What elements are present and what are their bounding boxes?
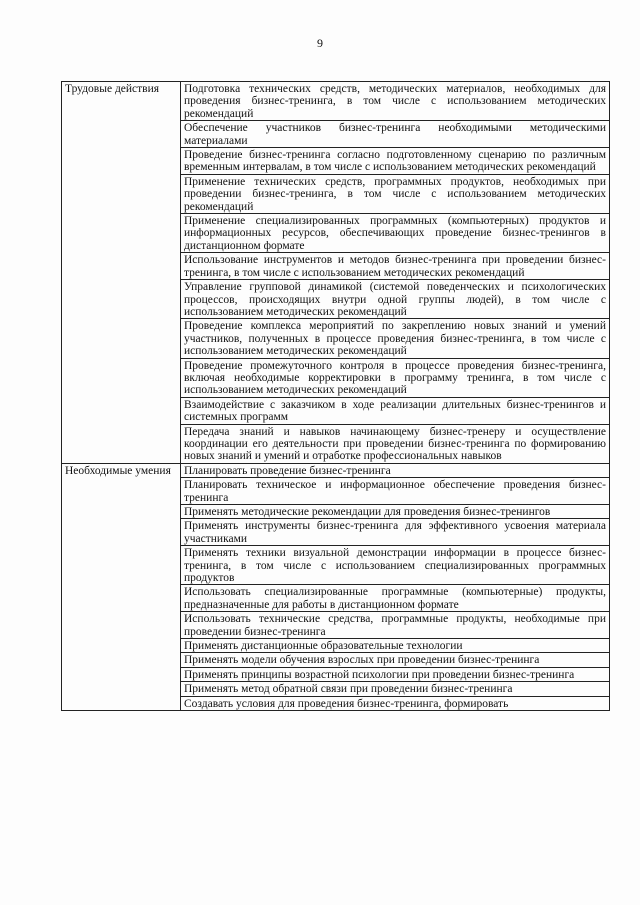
table-cell-item: Применять принципы возрастной психологии при проведении бизнес-тренинга xyxy=(181,667,610,681)
competency-table xyxy=(61,81,610,711)
table-cell-item: Применять техники визуальной демонстрации информации в процессе бизнес-тренинга, в том числе с использованием специализированных программных продуктов xyxy=(181,546,610,585)
table-cell-item: Применять метод обратной связи при проведении бизнес-тренинга xyxy=(181,682,610,696)
table-cell-item: Проведение комплекса мероприятий по закреплению новых знаний и умений участников, полученных в процессе проведения бизнес-тренинга, в том числе с использованием методических рекомендаций xyxy=(181,319,610,358)
table-cell-item: Применять методические рекомендации для проведения бизнес-тренингов xyxy=(181,505,610,519)
table-row xyxy=(62,82,610,121)
table-cell-item: Передача знаний и навыков начинающему бизнес-тренеру и осуществление координации его деятельности при проведении бизнес-тренинга по формированию новых знаний и умений и отработке профессиональных навыков xyxy=(181,424,610,463)
table-cell-item: Обеспечение участников бизнес-тренинга необходимыми методическими материалами xyxy=(181,121,610,148)
table-cell-item: Использовать технические средства, программные продукты, необходимые при проведении бизнес-тренинга xyxy=(181,612,610,639)
table-cell-item: Применять инструменты бизнес-тренинга для эффективного усвоения материала участниками xyxy=(181,519,610,546)
table-cell-item: Проведение промежуточного контроля в процессе проведения бизнес-тренинга, включая необходимые корректировки в программу тренинга, в том числе с использованием методических рекомендаций xyxy=(181,358,610,397)
table-cell-item: Использование инструментов и методов бизнес-тренинга при проведении бизнес-тренинга, в том числе с использованием методических рекомендаций xyxy=(181,253,610,280)
table-cell-item: Подготовка технических средств, методических материалов, необходимых для проведения бизнес-тренинга, в том числе с использованием методических рекомендаций xyxy=(181,82,610,121)
table-cell-item: Применять дистанционные образовательные технологии xyxy=(181,639,610,653)
table-cell-item: Планировать техническое и информационное обеспечение проведения бизнес-тренинга xyxy=(181,478,610,505)
section-label: Трудовые действия xyxy=(62,82,181,464)
table-cell-item: Применение специализированных программных (компьютерных) продуктов и информационных ресурсов, обеспечивающих проведение бизнес-тренингов в дистанционном формате xyxy=(181,214,610,253)
table-cell-item: Использовать специализированные программные (компьютерные) продукты, предназначенные для работы в дистанционном формате xyxy=(181,585,610,612)
table-cell-item: Управление групповой динамикой (системой поведенческих и психологических процессов, происходящих внутри одной группы людей), в том числе с использованием методических рекомендаций xyxy=(181,280,610,319)
table-cell-item: Планировать проведение бизнес-тренинга xyxy=(181,463,610,477)
table-cell-item: Создавать условия для проведения бизнес-тренинга, формировать xyxy=(181,696,610,710)
table-cell-item: Взаимодействие с заказчиком в ходе реализации длительных бизнес-тренингов и системных программ xyxy=(181,397,610,424)
table-cell-item: Применять модели обучения взрослых при проведении бизнес-тренинга xyxy=(181,653,610,667)
page-number: 9 xyxy=(317,36,323,50)
section-label: Необходимые умения xyxy=(62,463,181,710)
competency-table-body xyxy=(62,82,610,711)
table-cell-item: Применение технических средств, программных продуктов, необходимых при проведении бизнес-тренинга, в том числе с использованием методических рекомендаций xyxy=(181,174,610,213)
table-cell-item: Проведение бизнес-тренинга согласно подготовленному сценарию по различным временным интервалам, в том числе с использованием методических рекомендаций xyxy=(181,148,610,175)
table-row xyxy=(62,463,610,477)
